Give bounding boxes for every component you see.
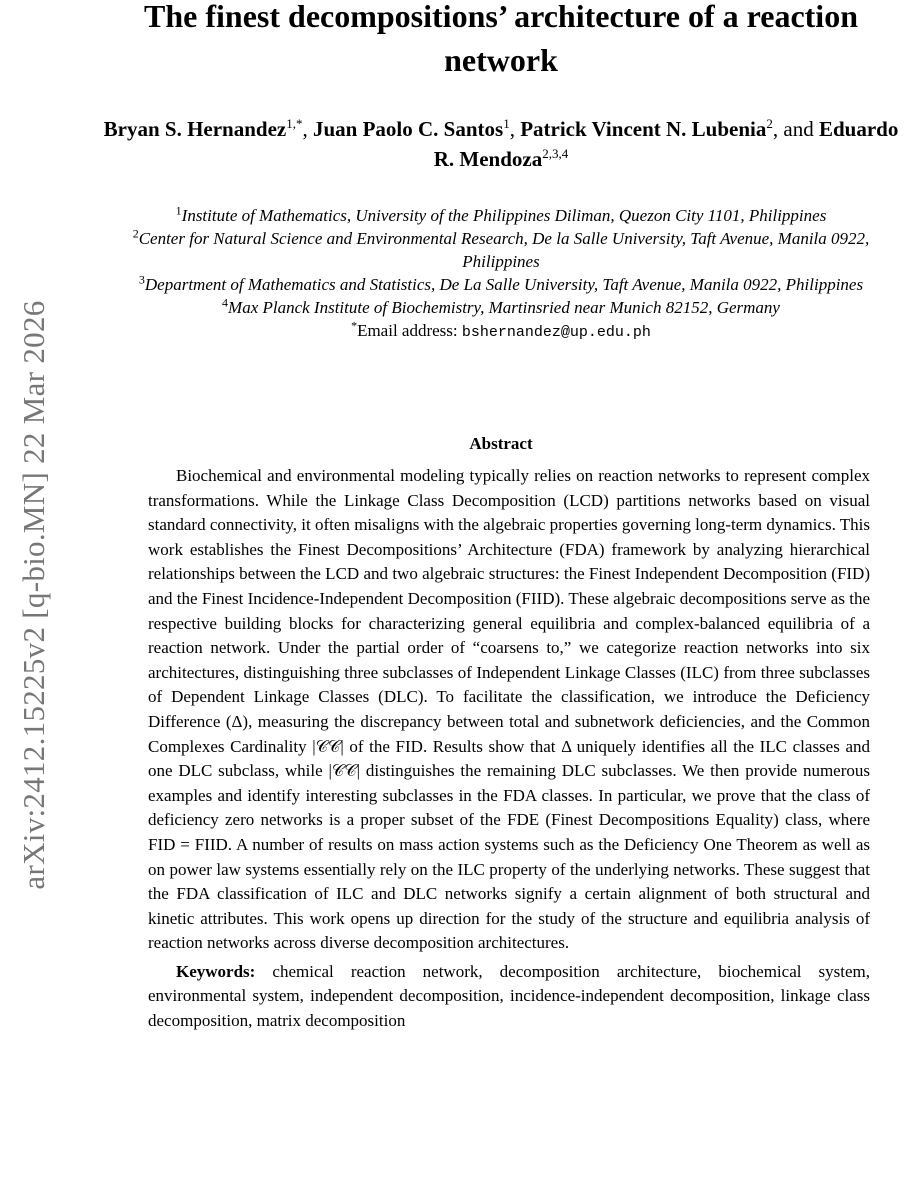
- abstract-heading: Abstract: [469, 434, 533, 453]
- affiliation: $^4$Max Planck Institute of Biochemistry, Martinsried near Munich 82152, Germany: [222, 295, 780, 317]
- paper-page: [92, 0, 910, 1034]
- arxiv-side-stamp: arXiv:2412.15225v2 [q-bio.MN] 22 Mar 2026: [16, 300, 51, 890]
- author-list: [92, 114, 910, 174]
- affiliation: $^1$Institute of Mathematics, University of the Philippines Diliman, Quezon City 1101, Philippines: [175, 203, 827, 225]
- affiliation: $^2$Center for Natural Science and Environmental Research, De la Salle University, Taft Avenue, Manila 0922, Philippines: [132, 226, 870, 271]
- author: Juan Paolo C. Santos$^1$,: [312, 116, 521, 141]
- affiliation: $^3$Department of Mathematics and Statistics, De La Salle University, Taft Avenue, Manila 0922, Philippines: [138, 272, 864, 294]
- keywords: Keywords: chemical reaction network, decomposition architecture, biochemical system, environmental system, independent decomposition, incidence-independent decomposition, linkage class decomposition, matrix decomposition: [148, 961, 871, 1031]
- email-address[interactable]: bshernandez@up.edu.ph: [461, 324, 651, 341]
- affiliation-list: [92, 204, 910, 344]
- abstract-body: Biochemical and environmental modeling typically relies on reaction networks to represent complex transformations. While the Linkage Class Decomposition (LCD) partitions networks based on visual standard connectivity, it often misaligns with the algebraic properties governing long-term dynamics. This work establishes the Finest Decompositions’ Architecture (FDA) framework by analyzing hierarchical relationships between the LCD and two algebraic structures: the Finest Independent Decomposition (FID) and the Finest Incidence-Independent Decomposition (FIID). These algebraic decompositions serve as the respective building blocks for characterizing general equilibria and complex-balanced equilibria of a reaction network. Under the partial order of “coarsens to,” we categorize reaction networks into six architectures, distinguishing three subclasses of Independent Linkage Classes (ILC) from three subclasses of Dependent Linkage Classes (DLC). To facilitate the classification, we introduce the Deficiency Difference (Δ), measuring the discrepancy between total and subnetwork deficiencies, and the Common Complexes Cardinality |𝒞𝒞| of the FID. Results show that Δ uniquely identifies all the ILC classes and one DLC subclass, while |𝒞𝒞| distinguishes the remaining DLC subclasses. We then provide numerous examples and identify interesting subclasses in the FDA classes. In particular, we prove that the class of deficiency zero networks is a proper subset of the FDE (Finest Decompositions Equality) class, where FID = FIID. A number of results on mass action systems such as the Deficiency One Theorem as well as on power law systems essentially rely on the ILC property of the underlying networks. These suggest that the FDA classification of ILC and DLC networks signify a certain alignment of both structural and kinetic attributes. This work opens up direction for the study of the structure and equilibria analysis of reaction networks across diverse decomposition architectures.: [148, 466, 870, 953]
- email-line: *Email address: bshernandez@up.edu.ph: [351, 318, 651, 341]
- author: Eduardo R. Mendoza$^{2,3,4}$: [433, 117, 899, 171]
- paper-title: The finest decompositions’ architecture of a reaction network: [144, 0, 858, 78]
- author: Patrick Vincent N. Lubenia$^2$, and: [520, 116, 819, 141]
- author: Bryan S. Hernandez$^{1,*}$,: [103, 116, 313, 141]
